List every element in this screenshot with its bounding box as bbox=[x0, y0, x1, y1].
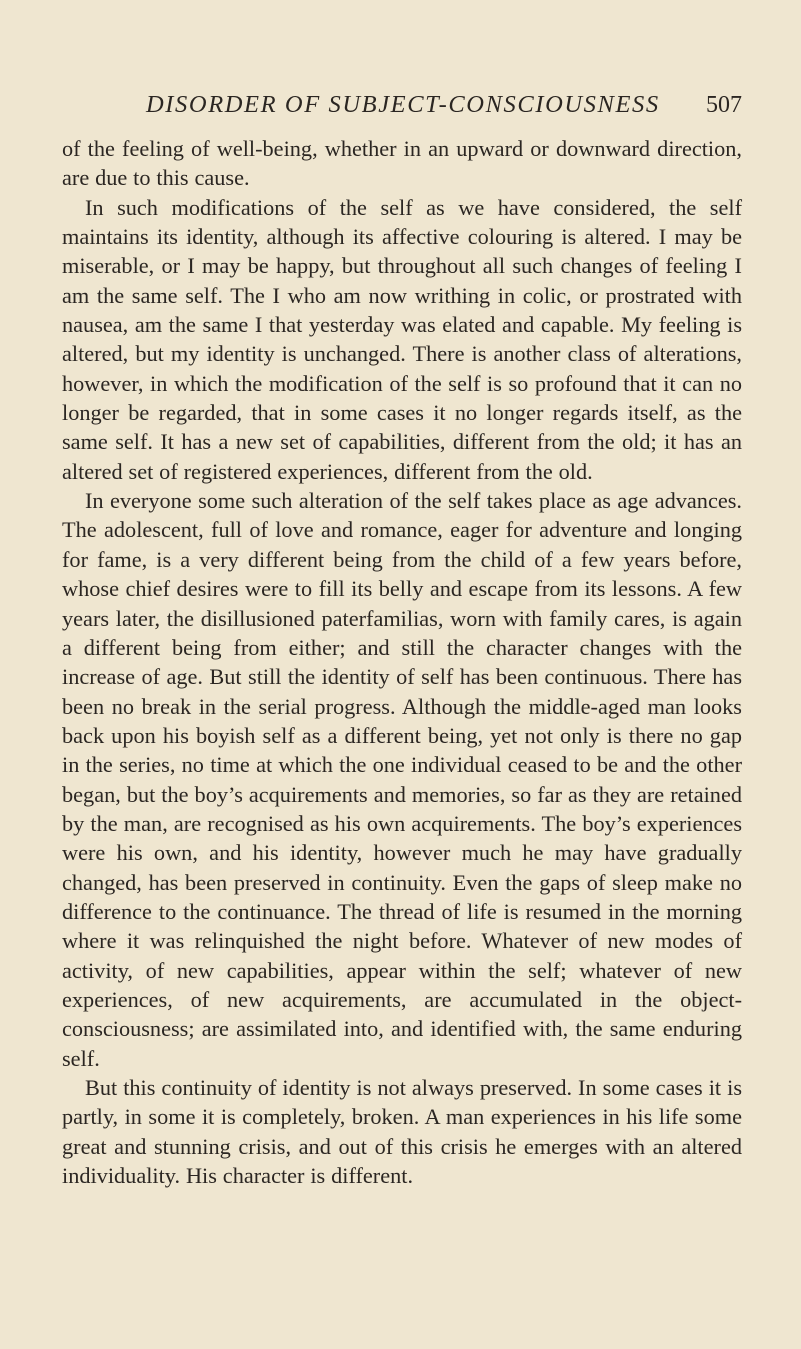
paragraph bbox=[62, 193, 742, 486]
paragraph-continuation bbox=[62, 134, 742, 193]
paragraph-text: In everyone some such alteration of the self takes place as age advances. The adolescent, full of love and romance, eager for adventure and longing for fame, is a very different being from the child of a few years before, whose chief desires were to fill its belly and escape from its lessons. A few years later, the disillusioned paterfamilias, worn with family cares, is again a different being from either; and still the character changes with the increase of age. But still the identity of self has been continuous. There has been no break in the serial progress. Although the middle-aged man looks back upon his boyish self as a different being, yet not only is there no gap in the series, no time at which the one individual ceased to be and the other began, but the boy’s acquirements and memories, so far as they are retained by the man, are recognised as his own acquirements. The boy’s experiences were his own, and his identity, however much he may have gradually changed, has been preserved in continuity. Even the gaps of sleep make no difference to the continuance. The thread of life is resumed in the morning where it was relinquished the night before. Whatever of new modes of activity, of new capabilities, appear within the self; whatever of new experiences, of new acquirements, are accumulated in the object-consciousness; are assimilated into, and identified with, the same enduring self. bbox=[62, 488, 742, 1071]
paragraph-text: In such modifications of the self as we have considered, the self maintains its identity, although its affective colouring is altered. I may be miserable, or I may be happy, but throughout all such changes of feeling I am the same self. The I who am now writhing in colic, or prostrated with nausea, am the same I that yesterday was elated and capable. My feeling is altered, but my identity is unchanged. There is another class of alterations, however, in which the modification of the self is so profound that it can no longer be regarded, that in some cases it no longer regards itself, as the same self. It has a new set of capabilities, different from the old; it has an altered set of registered experiences, different from the old. bbox=[62, 194, 742, 484]
paragraph bbox=[62, 486, 742, 1073]
page-header bbox=[62, 87, 742, 123]
paragraph-text: But this continuity of identity is not always preserved. In some cases it is partly, in some it is completely, broken. A man experiences in his life some great and stunning crisis, and out of this crisis he emerges with an altered individuality. His character is different. bbox=[62, 1075, 742, 1189]
running-title: DISORDER OF SUBJECT-CONSCIOUSNESS bbox=[146, 91, 660, 118]
paragraph-text: of the feeling of well-being, whether in an upward or downward direction, are due to this cause. bbox=[62, 136, 742, 191]
page-number: 507 bbox=[706, 92, 742, 118]
paragraph bbox=[62, 1073, 742, 1190]
body-text bbox=[62, 134, 742, 1190]
